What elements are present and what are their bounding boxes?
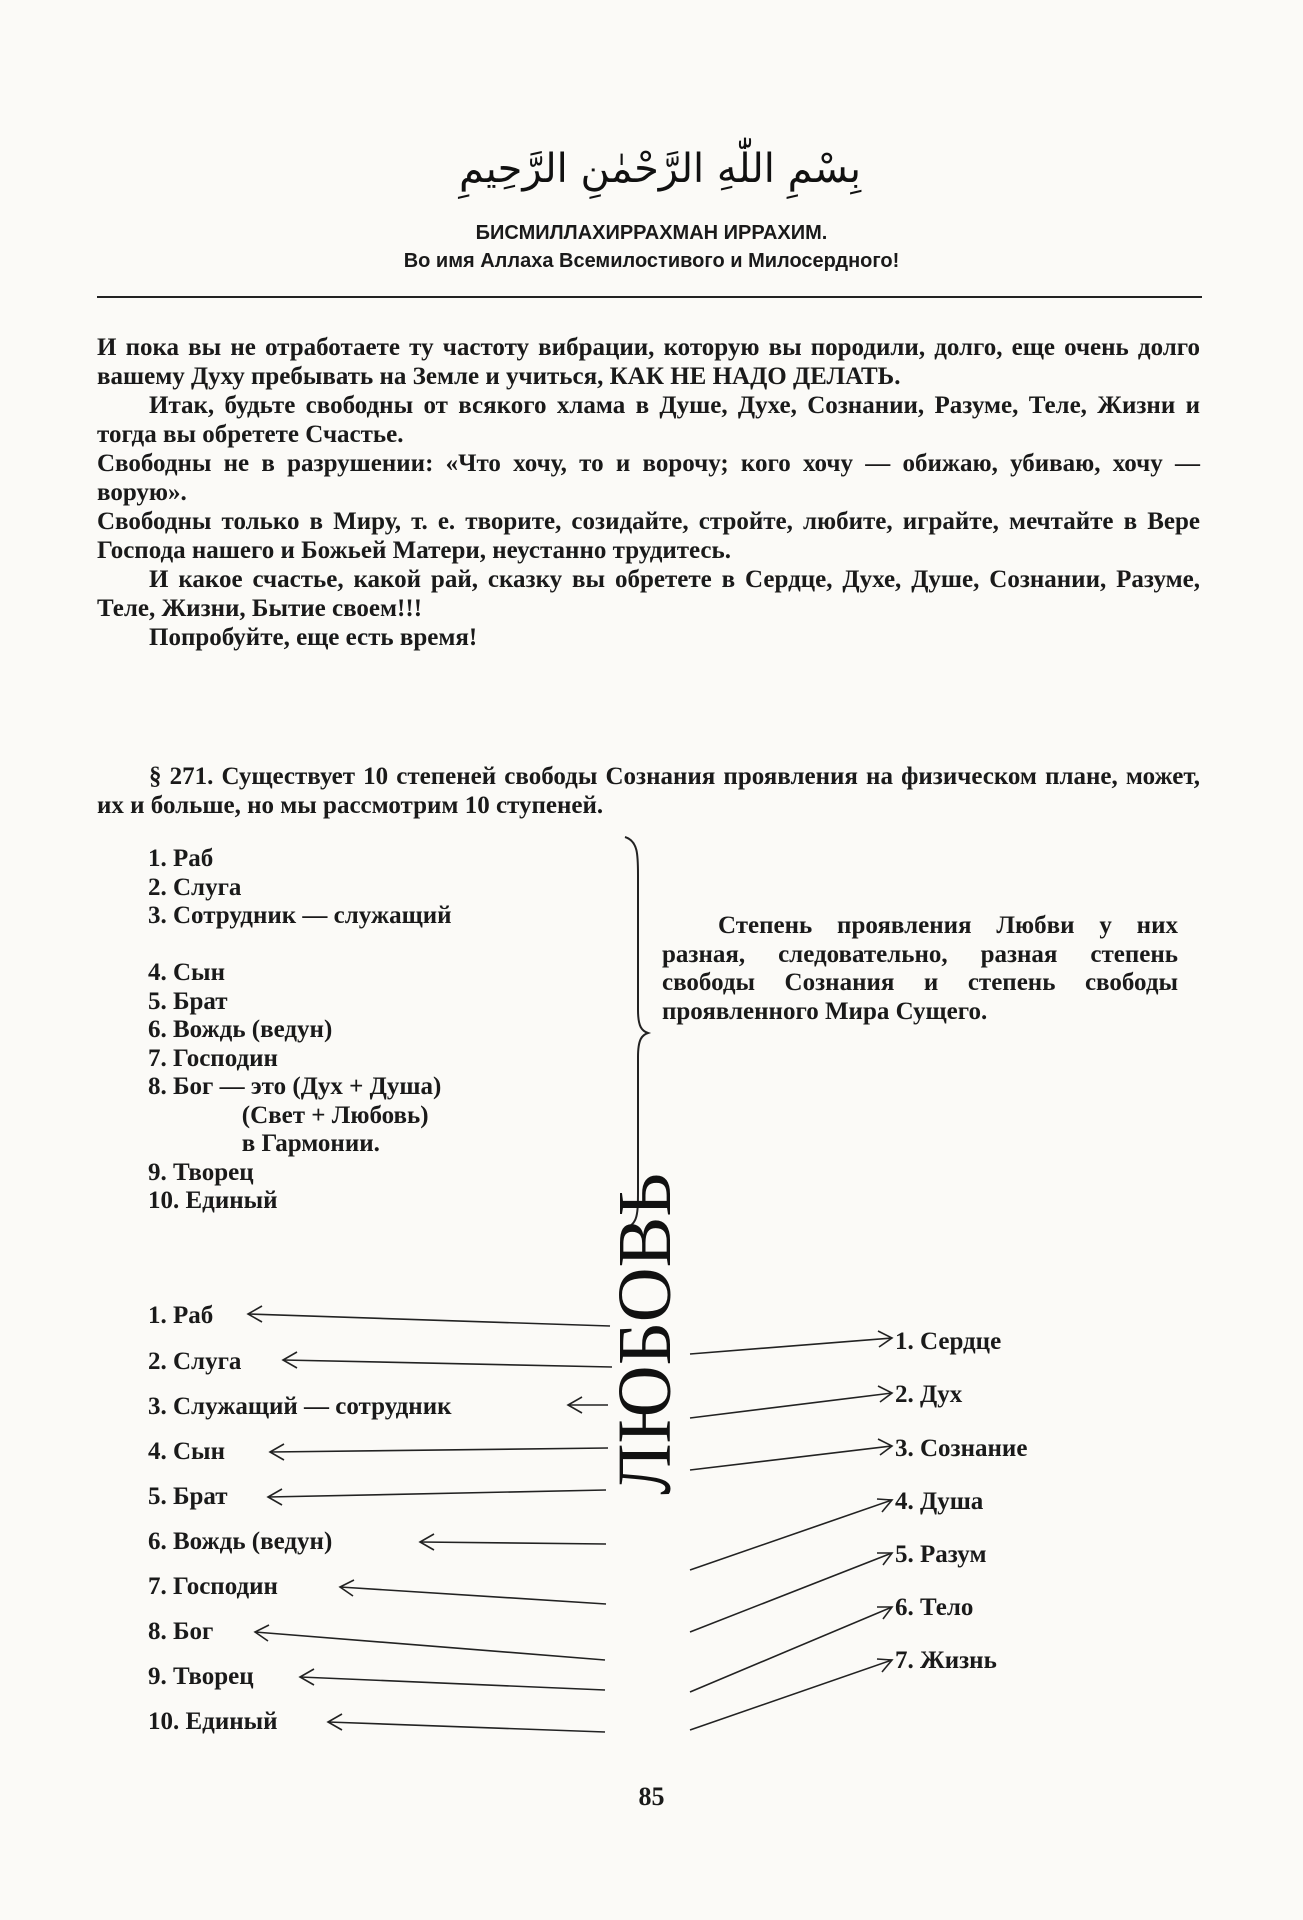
diagram-left-item: 7. Господин xyxy=(148,1573,278,1600)
list-item: в Гармонии. xyxy=(148,1130,380,1157)
diagram-right-item: 3. Сознание xyxy=(895,1435,1028,1462)
arrow-to-bog xyxy=(255,1625,605,1660)
arrow-to-brat xyxy=(268,1489,606,1505)
paragraph: Итак, будьте свободны от всякого хлама в Душе, Духе, Сознании, Разуме, Теле, Жизни и тогда вы обретете Счастье. xyxy=(97,392,1200,448)
diagram-left-item: 5. Брат xyxy=(148,1483,228,1510)
arrow-to-vozhd xyxy=(420,1534,606,1550)
diagram-right-item: 5. Разум xyxy=(895,1541,987,1568)
list-item: 1. Раб xyxy=(148,845,214,872)
list-item: (Свет + Любовь) xyxy=(148,1101,429,1129)
arrow-to-syn xyxy=(270,1444,608,1460)
paragraph: Попробуйте, еще есть время! xyxy=(149,624,478,651)
arrow-to-soznanie xyxy=(690,1439,892,1470)
paragraph: И пока вы не отработаете ту частоту вибрации, которую вы породили, долго, еще очень долго вашему Духу пребывать на Земле и учиться, КАК НЕ НАДО ДЕЛАТЬ. xyxy=(97,334,1200,390)
diagram-right-item: 7. Жизнь xyxy=(895,1647,997,1674)
side-note-text: Степень проявления Любви у них разная, следовательно, разная степень свободы Сознания и степень свободы проявленного Мира Сущего. xyxy=(662,912,1178,1025)
list-item: 7. Господин xyxy=(148,1044,278,1072)
list-item: 8. Бог — это (Дух + Душа) xyxy=(148,1073,442,1100)
list-item: 4. Сын xyxy=(148,959,225,986)
diagram-left-item: 1. Раб xyxy=(148,1302,214,1329)
diagram-right-item: 2. Дух xyxy=(895,1381,963,1408)
arrow-to-dusha xyxy=(690,1499,892,1570)
arrow-to-gospodin xyxy=(340,1580,606,1604)
arrow-to-dukh xyxy=(690,1386,892,1418)
arrow-to-tvorets xyxy=(300,1669,605,1690)
diagram-center-word: ЛЮБОВЬ xyxy=(603,1173,687,1495)
header-title: БИСМИЛЛАХИРРАХМАН ИРРАХИМ. xyxy=(475,222,828,244)
arrow-to-zhizn xyxy=(690,1659,892,1730)
diagram-right-item: 1. Сердце xyxy=(895,1328,1002,1355)
diagram-left-item: 6. Вождь (ведун) xyxy=(148,1528,333,1555)
list-item: 9. Творец xyxy=(148,1158,254,1186)
diagram-left-item: 9. Творец xyxy=(148,1663,254,1690)
list-item: 6. Вождь (ведун) xyxy=(148,1016,333,1043)
header-subtitle: Во имя Аллаха Всемилостивого и Милосердного! xyxy=(403,250,900,272)
paragraph: Свободны не в разрушении: «Что хочу, то и ворочу; кого хочу — обижаю, убиваю, хочу — ворую». xyxy=(97,450,1200,506)
section-text: § 271. Существует 10 степеней свободы Сознания проявления на физическом плане, может, их и больше, но мы рассмотрим 10 ступеней. xyxy=(97,763,1200,819)
page-number: 85 xyxy=(638,1782,665,1811)
arrow-to-serdtse xyxy=(690,1331,892,1354)
arrow-to-sluga xyxy=(283,1352,612,1368)
arrow-to-ediny xyxy=(328,1714,605,1732)
diagram-left-item: 2. Слуга xyxy=(148,1348,242,1375)
paragraph: И какое счастье, какой рай, сказку вы обретете в Сердце, Духе, Душе, Сознании, Разуме, Теле, Жизни, Бытие своем!!! xyxy=(97,566,1200,622)
arrow-to-rab xyxy=(248,1306,610,1326)
list-item: 2. Слуга xyxy=(148,873,242,901)
diagram-left-item: 3. Служащий — сотрудник xyxy=(148,1393,452,1420)
arrow-to-sluzhashchiy xyxy=(568,1397,608,1413)
list-item: 10. Единый xyxy=(148,1187,278,1214)
diagram-right-item: 4. Душа xyxy=(895,1488,984,1515)
bismillah-arabic: بِسْمِ اللّٰهِ الرَّحْمٰنِ الرَّحِيمِ xyxy=(458,146,862,192)
diagram-right-item: 6. Тело xyxy=(895,1594,974,1621)
paragraph: Свободны только в Миру, т. е. творите, созидайте, стройте, любите, играйте, мечтайте в Вере Господа нашего и Божьей Матери, неустанно трудитесь. xyxy=(97,508,1200,564)
diagram-left-item: 10. Единый xyxy=(148,1708,278,1735)
diagram-left-item: 8. Бог xyxy=(148,1618,214,1645)
diagram-left-item: 4. Сын xyxy=(148,1438,225,1465)
list-item: 5. Брат xyxy=(148,987,228,1015)
list-item: 3. Сотрудник — служащий xyxy=(148,902,452,929)
